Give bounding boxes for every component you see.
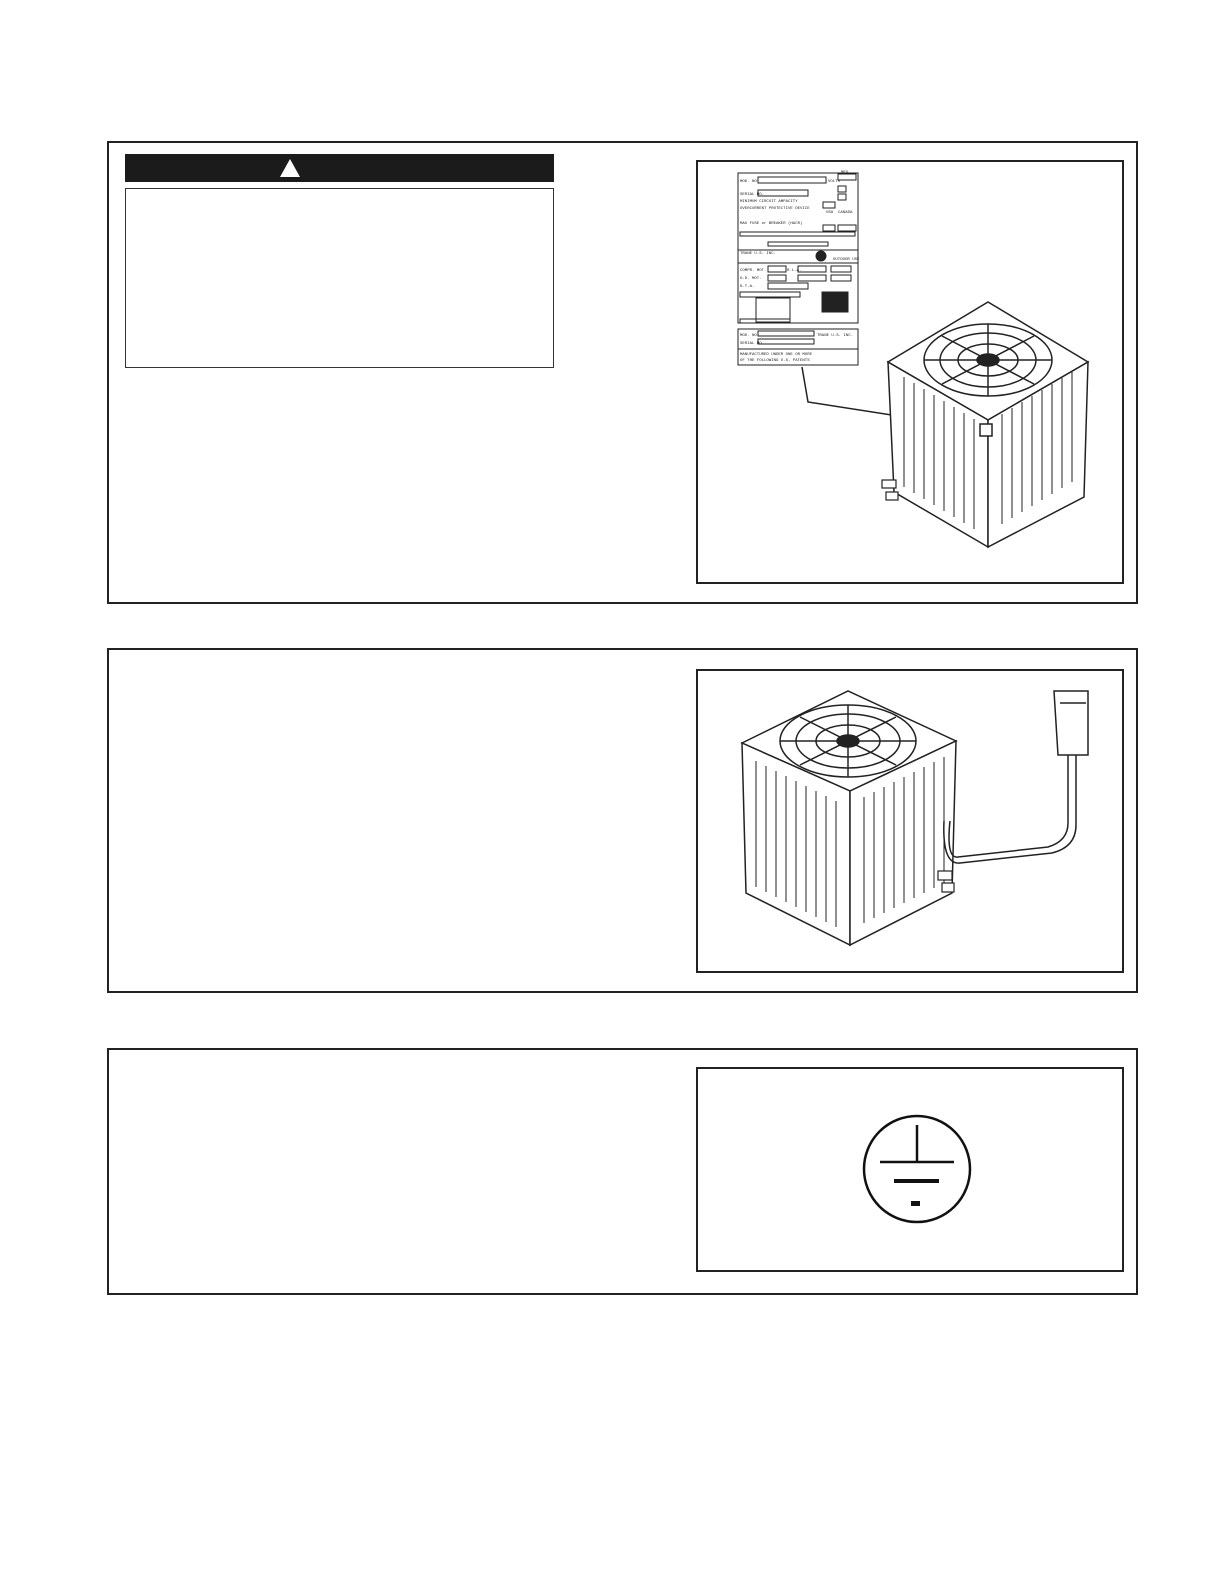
svg-text:OF THE FOLLOWING U.S. PATENTS: OF THE FOLLOWING U.S. PATENTS	[740, 359, 810, 363]
svg-text:MOD. NO.: MOD. NO.	[740, 180, 760, 184]
section-nameplate	[107, 141, 1138, 604]
svg-text:R.L.A.: R.L.A.	[787, 269, 802, 273]
condenser-unit-with-nameplate-illustration	[698, 162, 1122, 582]
figure-ground-symbol	[696, 1067, 1124, 1272]
svg-text:TRANE U.S. INC.: TRANE U.S. INC.	[817, 334, 854, 338]
nameplate-text	[740, 171, 860, 289]
warning-triangle-icon	[279, 158, 301, 178]
svg-text:USA: USA	[826, 211, 834, 215]
svg-text:MANUFACTURED UNDER ONE OR MORE: MANUFACTURED UNDER ONE OR MORE	[740, 353, 813, 357]
svg-text:MINIMUM CIRCUIT AMPACITY: MINIMUM CIRCUIT AMPACITY	[740, 200, 798, 204]
figure-condenser-nameplate	[696, 160, 1124, 584]
svg-text:K.T.A.: K.T.A.	[740, 285, 755, 289]
section-disconnect	[107, 648, 1138, 993]
svg-text:O.D. MOT.: O.D. MOT.	[740, 277, 762, 281]
svg-text:SERIAL NO.: SERIAL NO.	[740, 193, 765, 197]
svg-text:CANADA: CANADA	[838, 211, 853, 215]
svg-text:TRANE U.S. INC.: TRANE U.S. INC.	[740, 252, 777, 256]
disconnect-box	[944, 691, 1088, 863]
svg-text:MFG.: MFG.	[841, 171, 851, 175]
warning-text-box	[125, 188, 554, 368]
condenser-unit	[888, 302, 1088, 547]
figure-condenser-disconnect	[696, 669, 1124, 973]
svg-text:VOLTS: VOLTS	[828, 180, 841, 184]
condenser-unit-with-disconnect-box-illustration	[698, 671, 1122, 971]
warning-header-bar	[125, 154, 554, 182]
svg-text:OUTDOOR USE: OUTDOOR USE	[833, 258, 860, 262]
svg-text:SERIAL NO.: SERIAL NO.	[740, 342, 765, 346]
svg-text:MAX FUSE or BREAKER (HACR): MAX FUSE or BREAKER (HACR)	[740, 222, 803, 226]
section-ground	[107, 1048, 1138, 1295]
svg-text:OVERCURRENT PROTECTIVE DEVICE: OVERCURRENT PROTECTIVE DEVICE	[740, 207, 810, 211]
protective-earth-ground-symbol-icon	[698, 1069, 1122, 1269]
svg-text:COMPR. MOT.: COMPR. MOT.	[740, 269, 767, 273]
svg-text:MOD. NO.: MOD. NO.	[740, 334, 760, 338]
